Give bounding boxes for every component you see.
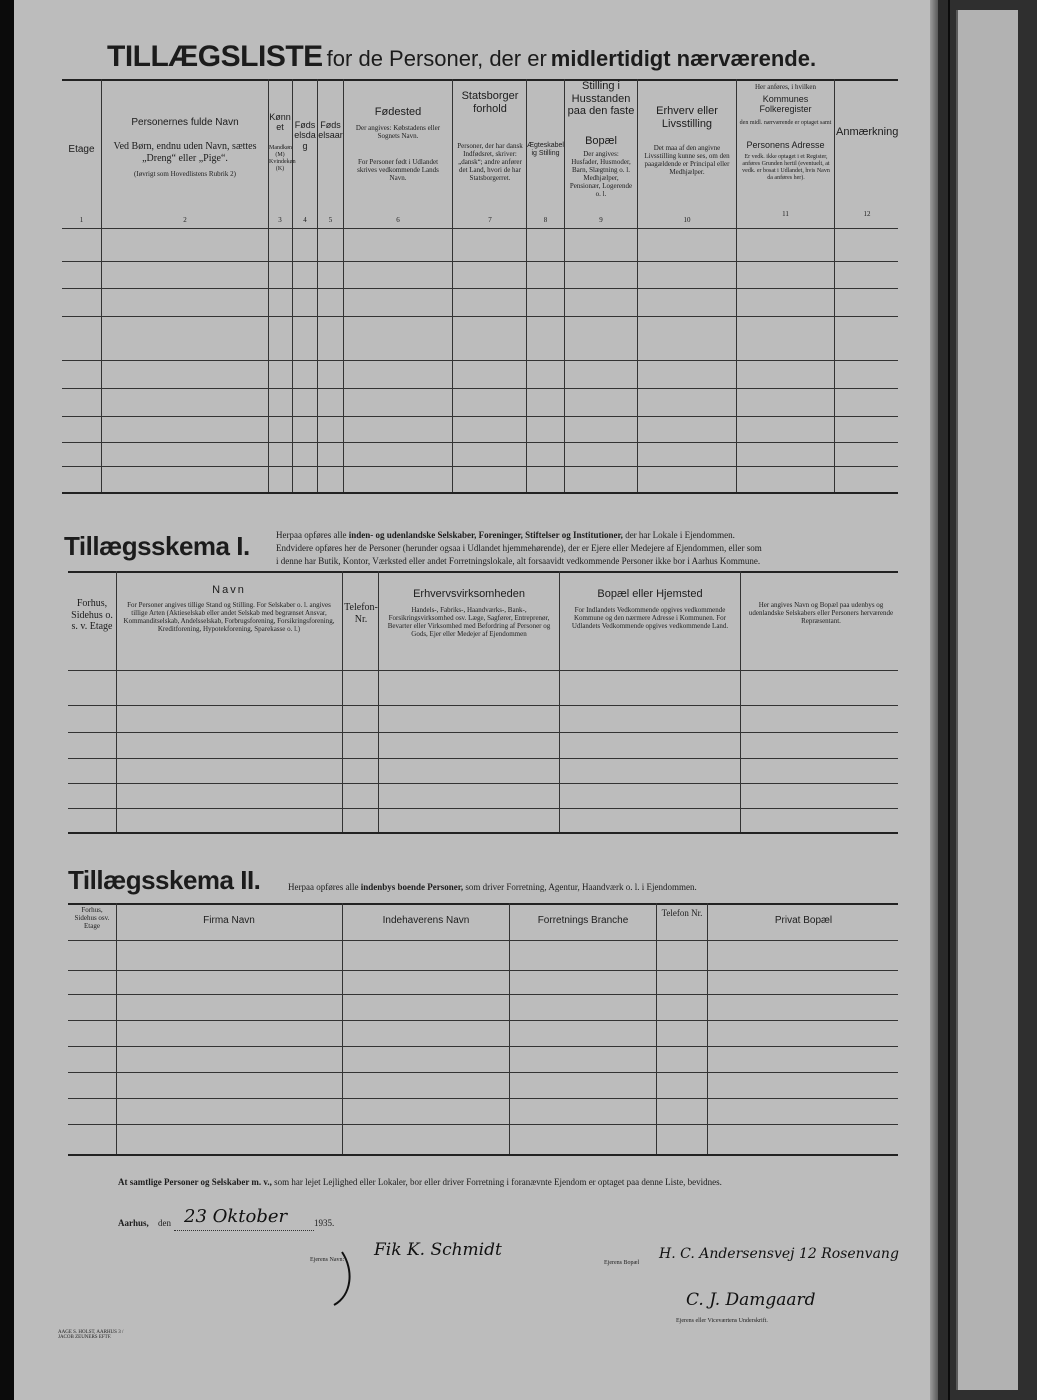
col-num-8: 8 bbox=[543, 216, 548, 224]
schema1-col-etage: Forhus, Sidehus o. s. v. Etage bbox=[71, 598, 113, 632]
col-num-11: 11 bbox=[782, 210, 789, 218]
schema1-col-phone: Telefon-Nr. bbox=[344, 602, 378, 625]
schema2-col-phone: Telefon Nr. bbox=[661, 908, 703, 918]
schema1-text1c: der har Lokale i Ejendommen. bbox=[625, 530, 735, 540]
owner-name-label: Ejerens Navn: bbox=[310, 1257, 345, 1263]
schema1-text1a: Herpaa opføres alle bbox=[276, 530, 347, 540]
owner-address-value: H. C. Andersensvej 12 Rosenvang bbox=[659, 1246, 899, 1262]
col-household-title: Stilling i Husstanden paa den faste bbox=[567, 80, 635, 118]
schema1-col-business-note: Handels-, Fabriks-, Haandværks-, Bank-, Forsikringsvirksomhed osv. Læge, Sagfører, Entreprenør, Bevarter eller Virksomhed med Befordring af Personer og Gods, Ejer eller Medejer af Ejendommen bbox=[387, 606, 551, 639]
col-num-4: 4 bbox=[303, 216, 307, 224]
col-birthplace-note: Der angives: Købstadens eller Sognets Navn. bbox=[355, 124, 441, 141]
col-sex-note: Mandkøn (M) Kvindekøn (K) bbox=[269, 145, 296, 172]
schema2-title: Tillægsskema II. bbox=[68, 865, 261, 895]
owner-address-label: Ejerens Bopæl bbox=[604, 1260, 640, 1266]
col-marital-title: Ægteskabelig Stilling bbox=[527, 142, 564, 158]
schema1-title: Tillægsskema I. bbox=[64, 531, 250, 561]
schema1-col-representative: Her angives Navn og Bopæl paa udenbys og udenlandske Selskabers eller Personers herværende Repræsentant. bbox=[748, 601, 894, 626]
col-registry-title: Kommunes Folkeregister bbox=[759, 94, 812, 115]
signature-flourish bbox=[332, 1250, 362, 1310]
col-birthplace-note2: For Personer født i Udlandet skrives vedkommende Lands Navn. bbox=[357, 158, 439, 183]
col-citizenship-title: Statsborgerforhold bbox=[461, 90, 519, 115]
schema2-text-b: indenbys boende Personer, bbox=[360, 882, 464, 892]
col-name-title: Personernes fulde Navn bbox=[131, 117, 239, 128]
den-label: den bbox=[158, 1218, 171, 1228]
schema2-text bbox=[288, 882, 898, 892]
title-pre: for de Personer, der er bbox=[326, 46, 547, 71]
declaration-bold: At samtlige Personer og Selskaber m. v., bbox=[118, 1177, 272, 1187]
schema1-col-business-title: Erhvervsvirksomheden bbox=[413, 588, 525, 600]
page-title bbox=[107, 40, 907, 74]
schema1-col-name-title: Navn bbox=[212, 584, 246, 596]
col-num-5: 5 bbox=[328, 216, 333, 224]
date-handwritten: 23 Oktober bbox=[184, 1206, 288, 1227]
col-birthplace-title: Fødested bbox=[374, 106, 422, 118]
col-registry-title2: Personens Adresse bbox=[746, 140, 825, 150]
col-num-12: 12 bbox=[863, 210, 871, 218]
year-label: 1935. bbox=[314, 1218, 335, 1228]
col-etage-title: Etage bbox=[68, 144, 95, 155]
signature-value: C. J. Damgaard bbox=[686, 1290, 816, 1310]
col-num-9: 9 bbox=[599, 216, 603, 224]
col-byear-title: Fødselsaar bbox=[318, 120, 343, 141]
form-page bbox=[14, 0, 932, 1400]
place-label: Aarhus, bbox=[118, 1218, 149, 1228]
col-bday-title: Fødselsdag bbox=[294, 120, 316, 151]
schema2-col-etage: Forhus, Sidehus osv. Etage bbox=[74, 906, 110, 931]
col-num-10: 10 bbox=[683, 216, 691, 224]
schema2-text-c: som driver Forretning, Agentur, Haandværk o. l. i Ejendommen. bbox=[465, 882, 697, 892]
signature-label: Ejerens eller Viceværtens Underskrift. bbox=[676, 1318, 768, 1324]
schema1-col-residence-title: Bopæl eller Hjemsted bbox=[597, 588, 703, 600]
owner-name-value: Fik K. Schmidt bbox=[374, 1240, 502, 1260]
col-citizenship-note: Personer, der har dansk Indfødsret, skriver: „dansk“; andre anfører det Land, hvori de har Statsborgerret. bbox=[457, 142, 523, 183]
declaration bbox=[118, 1177, 908, 1187]
schema1-text-line2: Endvidere opføres her de Personer (herunder ogsaa i Udlandet hjemmehørende), der er Ejere eller Medejere af Ejendommen, eller som bbox=[276, 543, 762, 553]
col-num-1: 1 bbox=[79, 216, 84, 224]
schema2-col-firm: Firma Navn bbox=[203, 915, 255, 926]
adjacent-page bbox=[950, 0, 1037, 1400]
col-name-note2: (Iøvrigt som Hovedlistens Rubrik 2) bbox=[134, 170, 236, 178]
schema1-col-name-note: For Personer angives tillige Stand og Stilling. For Selskaber o. l. angives tillige Arten (Aktieselskab eller andet Selskab med begrænset Ansvar, Kommanditselskab, Andelsselskab, Forbrugsforening, Forsikringsforening, Kreditforening, Hypotekforening, Sparekasse o. l.) bbox=[123, 601, 335, 634]
col-num-7: 7 bbox=[488, 216, 492, 224]
title-main: TILLÆGSLISTE bbox=[107, 40, 323, 73]
col-household-title2: Bopæl bbox=[585, 135, 617, 147]
schema2-text-a: Herpaa opføres alle bbox=[288, 882, 359, 892]
col-registry-note: Er vedk. ikke optaget i et Register, anføres Grunden hertil (eventuelt, at vedk. er bosat i Udlandet, hvis Navn da anføres her). bbox=[742, 154, 830, 181]
col-occupation-note: Det maa af den angivne Livsstilling kunne ses, om den paagældende er Principal eller Medhjælper. bbox=[644, 144, 730, 177]
schema2-col-branch: Forretnings Branche bbox=[537, 915, 629, 926]
col-registry-pre: Her anføres, i hvilken bbox=[754, 83, 817, 91]
col-num-2: 2 bbox=[183, 216, 187, 224]
col-household-note: Der angives: Husfader, Husmoder, Barn, Slægtning o. l. Medhjælper, Pensionær, Logerende o. l. bbox=[569, 150, 633, 199]
schema1-text1b: inden- og udenlandske Selskaber, Foreninger, Stiftelser og Institutioner, bbox=[348, 530, 623, 540]
schema2-col-owner: Indehaverens Navn bbox=[382, 915, 470, 926]
book-gutter bbox=[938, 0, 948, 1400]
schema1-col-residence-note: For Indlandets Vedkommende opgives vedkommende Kommune og den nærmere Adresse i Kommunen. For Udlandets Vedkommende opgives vedkommende Land. bbox=[571, 606, 729, 631]
col-sex-title: Kønnet bbox=[269, 112, 291, 133]
declaration-rest: som har lejet Lejlighed eller Lokaler, bor eller driver Forretning i foranævnte Ejendom er optaget paa denne Liste, bevidnes. bbox=[274, 1177, 722, 1187]
col-registry-mid: den midl. nærværende er optaget samt bbox=[739, 120, 832, 126]
schema1-text-line1 bbox=[276, 530, 906, 540]
schema2-col-address: Privat Bopæl bbox=[774, 915, 833, 926]
title-bold: midlertidigt nærværende. bbox=[550, 46, 817, 71]
schema1-text-line3: i denne har Butik, Kontor, Værksted eller andet Forretningslokale, alt forsaavidt vedkommende Personer ikke bor i Aarhus Kommune. bbox=[276, 556, 761, 566]
col-remark-title: Anmærkning bbox=[836, 126, 899, 138]
col-occupation-title: Erhverv eller Livsstilling bbox=[656, 105, 718, 130]
printer-mark: AAGE S. HOLST, AARHUS 3 / JACOB ZEUNERS EFTF. bbox=[58, 1330, 124, 1340]
col-name-note: Ved Børn, endnu uden Navn, sættes „Dreng“ eller „Pige“. bbox=[113, 141, 257, 164]
col-num-6: 6 bbox=[396, 216, 400, 224]
col-num-3: 3 bbox=[278, 216, 282, 224]
